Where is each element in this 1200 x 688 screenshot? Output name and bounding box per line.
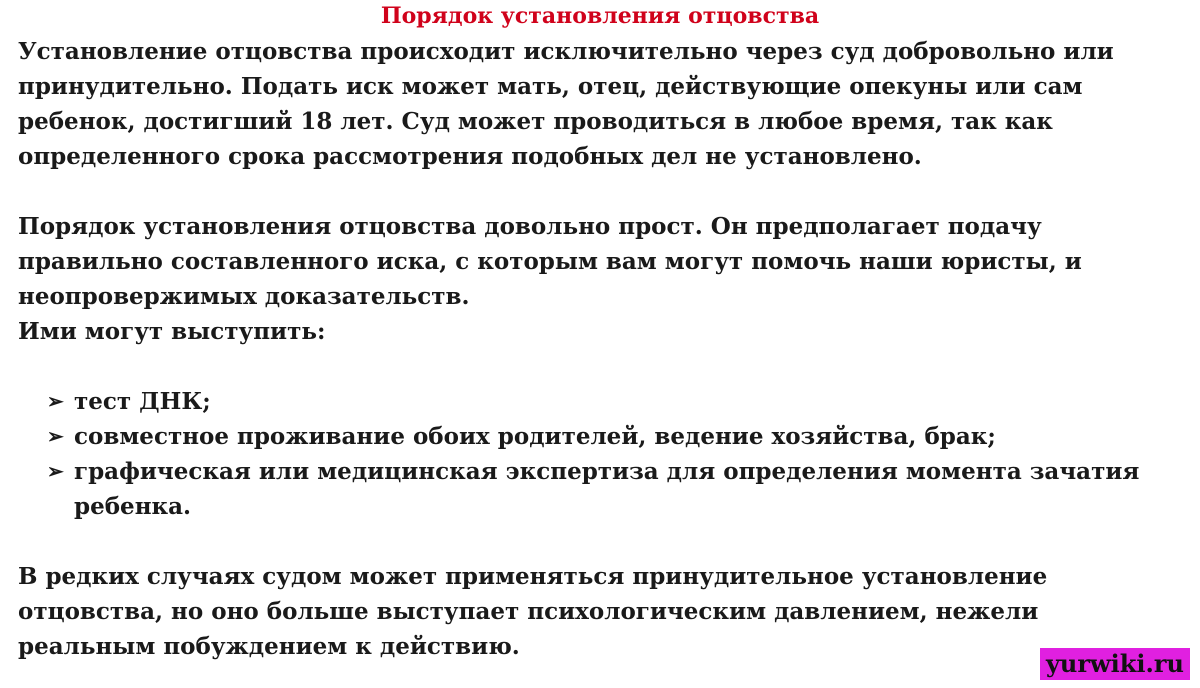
list-intro: Ими могут выступить: xyxy=(18,318,326,345)
document-body xyxy=(18,34,1178,664)
arrowhead-bullet-icon: ➢ xyxy=(47,459,64,483)
paragraph-gap xyxy=(18,524,1178,559)
paragraph-gap xyxy=(18,174,1178,209)
list-item xyxy=(18,419,1178,454)
list-item-text: тест ДНК; xyxy=(74,388,211,415)
site-watermark: yurwiki.ru xyxy=(1040,648,1190,680)
arrowhead-bullet-icon: ➢ xyxy=(47,389,64,413)
paragraph-conclusion: В редких случаях судом может применяться принудительное установление отцовства, но оно больше выступает психологическим давлением, нежели реальным побуждением к действию. xyxy=(18,563,1048,660)
paragraph-procedure: Порядок установления отцовства довольно прост. Он предполагает подачу правильно составленного иска, с которым вам могут помочь наши юристы, и неопровержимых доказательств. xyxy=(18,213,1082,310)
list-item xyxy=(18,384,1178,419)
document-title: Порядок установления отцовства xyxy=(380,3,820,29)
list-item xyxy=(18,454,1178,524)
evidence-list xyxy=(18,384,1178,524)
arrowhead-bullet-icon: ➢ xyxy=(47,424,64,448)
paragraph-intro: Установление отцовства происходит исключительно через суд добровольно или принудительно. Подать иск может мать, отец, действующие опекуны или сам ребенок, достигший 18 лет. Суд может проводиться в любое время, так как определенного срока рассмотрения подобных дел не установлено. xyxy=(18,38,1114,170)
paragraph-gap xyxy=(18,349,1178,384)
list-item-text: графическая или медицинская экспертиза для определения момента зачатия ребенка. xyxy=(74,458,1140,520)
list-item-text: совместное проживание обоих родителей, ведение хозяйства, брак; xyxy=(74,423,996,450)
